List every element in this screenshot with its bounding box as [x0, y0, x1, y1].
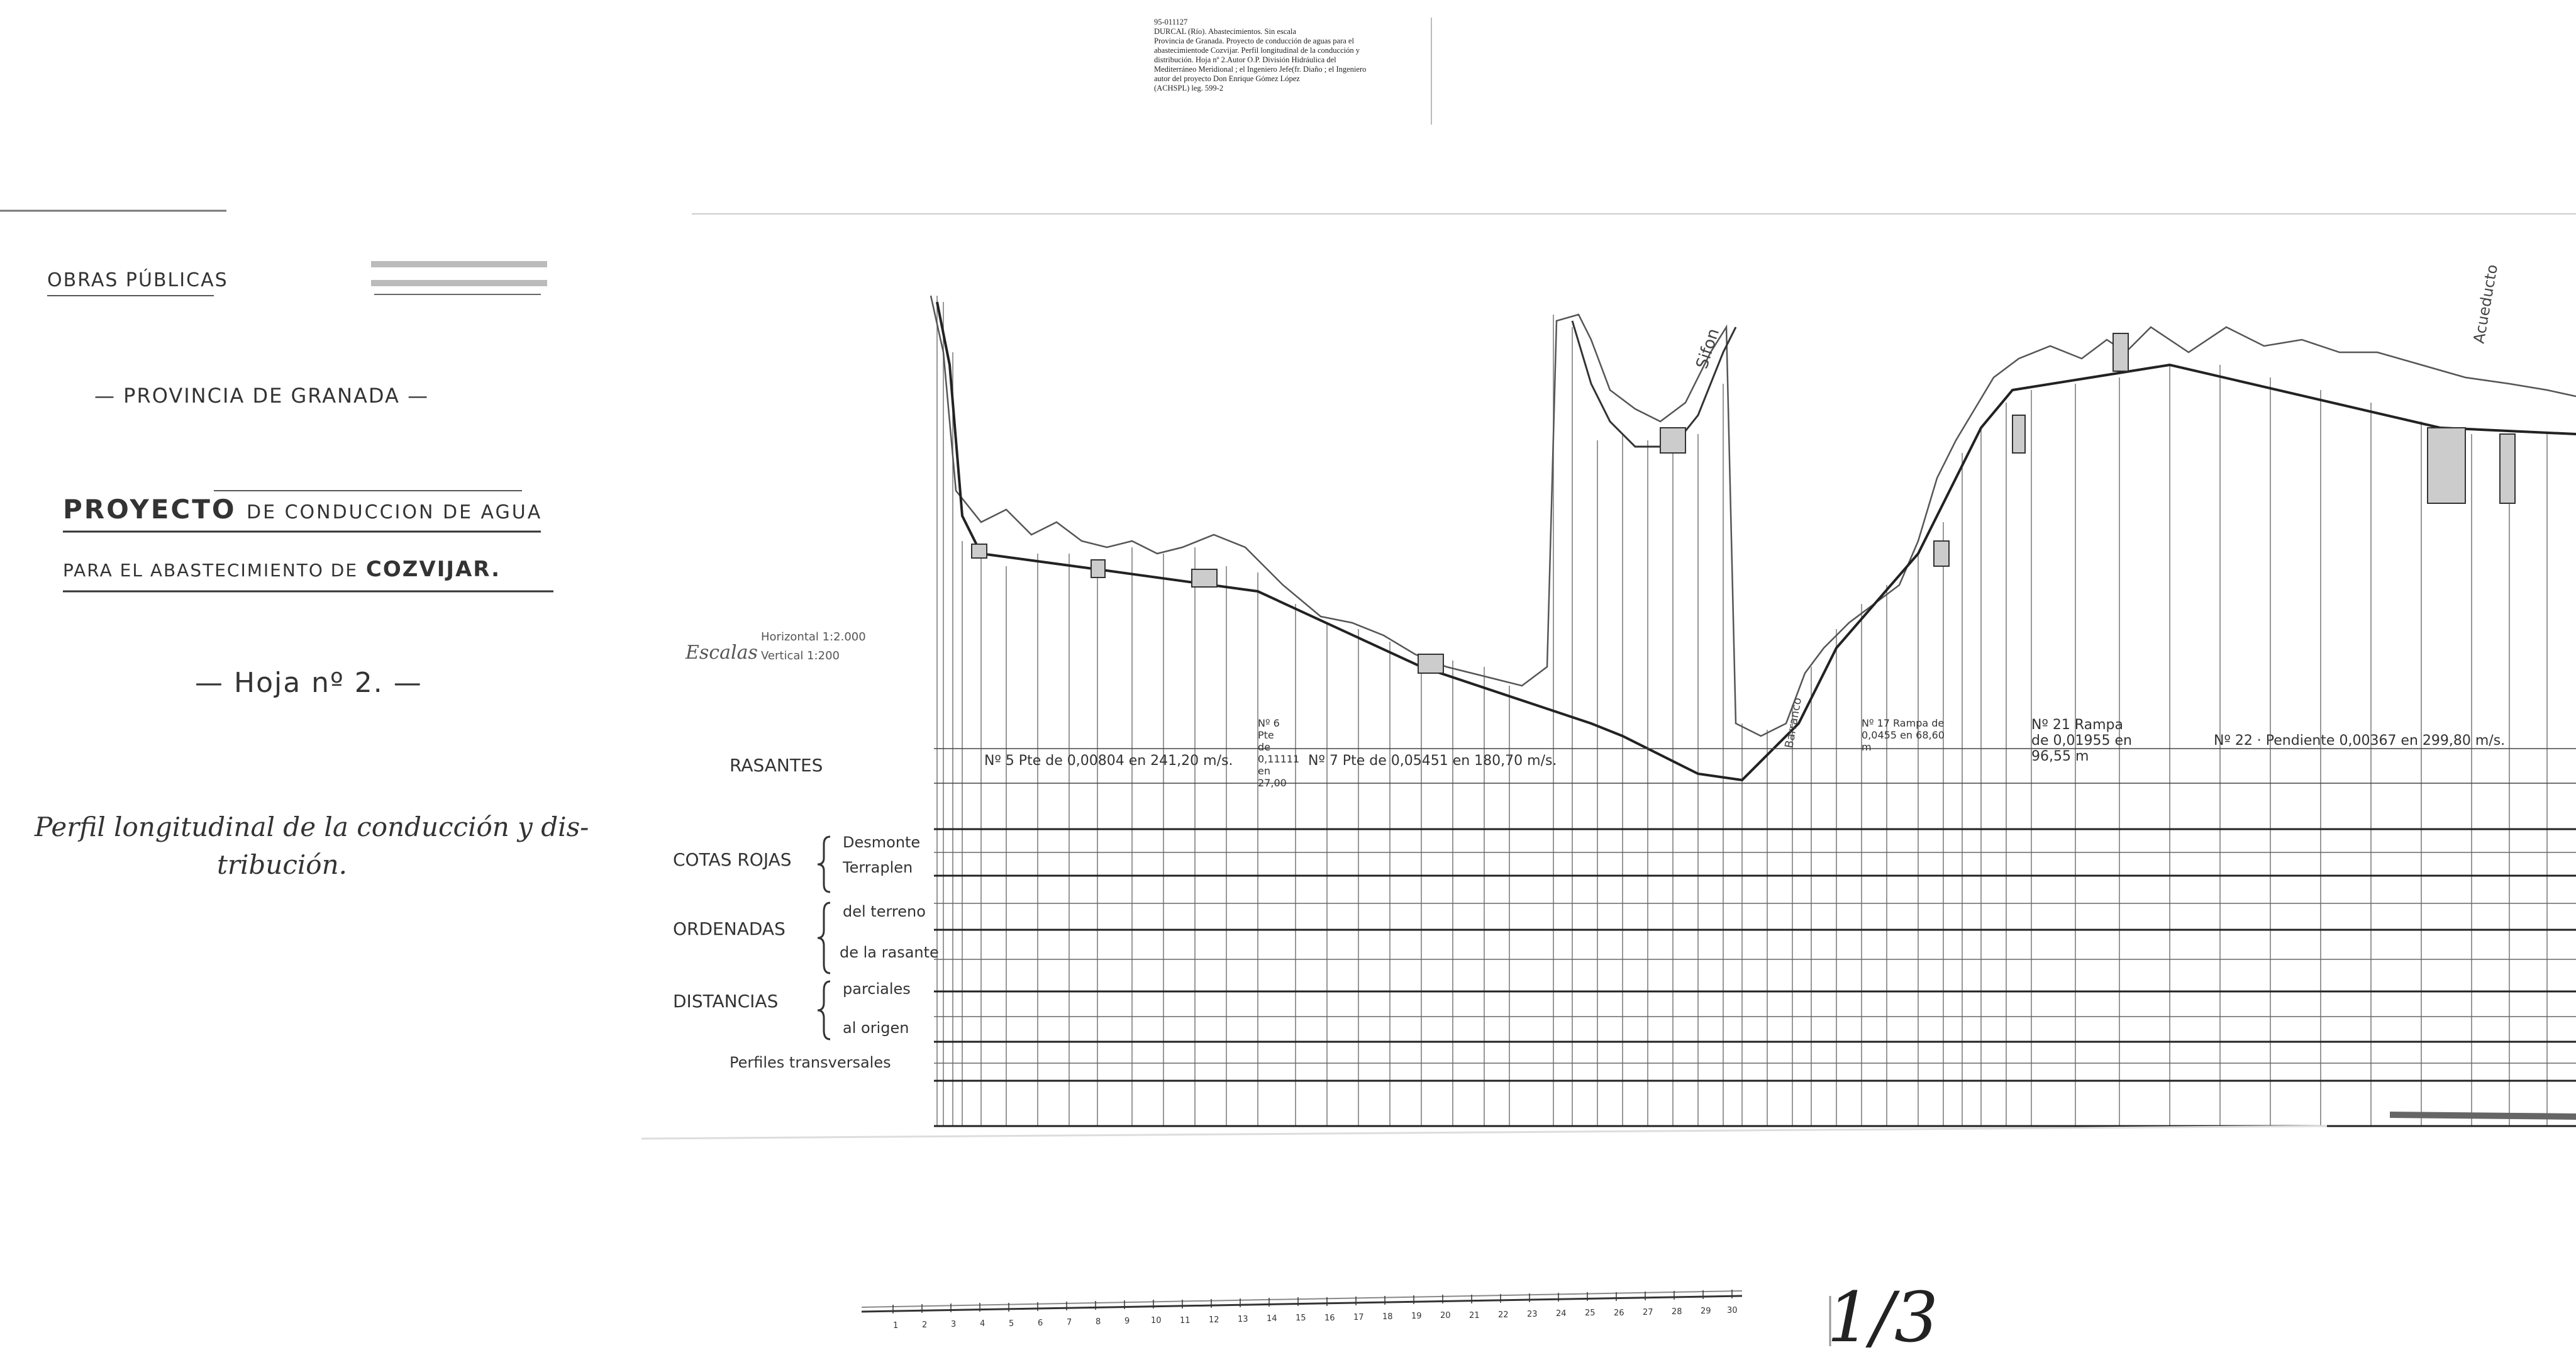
parciales-label: parciales — [843, 980, 911, 998]
scale-number: 7 — [1067, 1318, 1072, 1327]
archive-card-line: distribución. Hoja nº 2.Autor O.P. División Hidráulica del — [1154, 55, 1336, 64]
scale-number: 2 — [922, 1320, 928, 1330]
scale-number: 19 — [1411, 1312, 1422, 1321]
scale-number: 22 — [1498, 1310, 1509, 1320]
scale-number: 3 — [951, 1320, 957, 1329]
archive-card-line: abastecimientode Cozvijar. Perfil longitudinal de la conducción y — [1154, 46, 1360, 55]
scale-number: 1 — [893, 1321, 899, 1331]
distancias-label: DISTANCIAS — [673, 991, 779, 1012]
scale-number: 26 — [1614, 1308, 1624, 1318]
grade-segment-21: Nº 21 Rampa de 0,01955 en 96,55 m — [2031, 717, 2132, 764]
scale-number: 5 — [1009, 1319, 1014, 1329]
scale-number: 23 — [1527, 1310, 1538, 1319]
scale-number: 15 — [1296, 1314, 1306, 1323]
scale-number: 14 — [1267, 1314, 1277, 1324]
scale-number: 18 — [1382, 1312, 1393, 1322]
grade-segment-7: Nº 7 Pte de 0,05451 en 180,70 m/s. — [1308, 753, 1557, 769]
grade-segment-6: Nº 6 Pte de 0,11111 en 27,00 — [1258, 717, 1300, 789]
sheet-number: — Hoja nº 2. — — [195, 667, 423, 699]
archive-card-line: (ACHSPL) leg. 599-2 — [1154, 84, 1224, 92]
proyecto-rest: DE CONDUCCION DE AGUA — [246, 501, 543, 523]
scale-number: 13 — [1238, 1315, 1248, 1324]
escala-vertical: Vertical 1:200 — [761, 649, 840, 662]
archive-card-line: autor del proyecto Don Enrique Gómez López — [1154, 74, 1300, 83]
archive-card-line: Provincia de Granada. Proyecto de conducción de aguas para el — [1154, 36, 1354, 45]
scale-number: 16 — [1324, 1314, 1335, 1323]
scale-number: 30 — [1727, 1306, 1738, 1315]
scale-number: 12 — [1209, 1315, 1219, 1325]
acueducto-label: Acueducto — [2470, 263, 2502, 345]
proyecto-title — [63, 494, 542, 525]
de-la-rasante-label: de la rasante — [840, 944, 939, 961]
scale-number: 21 — [1469, 1311, 1480, 1320]
scale-number: 6 — [1038, 1319, 1043, 1328]
al-origen-label: al origen — [843, 1019, 909, 1037]
archive-card-line: DURCAL (Río). Abastecimientos. Sin escala — [1154, 27, 1296, 36]
town-name: COZVIJAR. — [365, 557, 501, 582]
rasantes-label: RASANTES — [730, 755, 823, 776]
grade-segment-17: Nº 17 Rampa de 0,0455 en 68,60 m — [1862, 717, 1945, 753]
scale-number: 10 — [1151, 1316, 1162, 1325]
escala-horizontal: Horizontal 1:2.000 — [761, 630, 866, 644]
scale-number: 28 — [1672, 1307, 1682, 1317]
para-line — [63, 557, 501, 582]
scale-number: 25 — [1585, 1308, 1596, 1318]
drawing-description-cont: tribución. — [217, 849, 347, 880]
provincia-heading: — PROVINCIA DE GRANADA — — [94, 384, 430, 408]
barranco-label: Barranco — [1782, 696, 1805, 749]
obras-publicas-heading: OBRAS PÚBLICAS — [47, 269, 228, 291]
scale-number: 20 — [1440, 1311, 1451, 1320]
desmonte-label: Desmonte — [843, 834, 921, 851]
scale-number: 8 — [1096, 1317, 1101, 1327]
perfiles-label: Perfiles transversales — [730, 1054, 891, 1071]
terraplen-label: Terraplen — [843, 859, 913, 876]
scale-bar-numbers — [887, 1306, 1748, 1331]
scale-number: 29 — [1701, 1307, 1711, 1316]
grade-segment-22: Nº 22 · Pendiente 0,00367 en 299,80 m/s. — [2214, 733, 2506, 749]
proyecto-word: PROYECTO — [63, 494, 236, 525]
scale-number: 17 — [1353, 1313, 1364, 1322]
sifon-label: Sifon — [1692, 326, 1724, 371]
archive-card-line: Mediterráneo Meridional ; el Ingeniero Jefe(fr. Diaño ; el Ingeniero — [1154, 65, 1367, 74]
scale-number: 9 — [1124, 1317, 1130, 1326]
scale-number: 27 — [1643, 1308, 1653, 1317]
scale-number: 24 — [1556, 1309, 1567, 1319]
escalas-label: Escalas — [686, 642, 758, 664]
ordenadas-label: ORDENADAS — [673, 918, 786, 939]
drawing-description: Perfil longitudinal de la conducción y dis- — [35, 812, 589, 842]
del-terreno-label: del terreno — [843, 903, 926, 920]
scale-number: 11 — [1180, 1316, 1191, 1325]
page-mark: 1/3 — [1827, 1277, 1939, 1358]
cotas-rojas-label: COTAS ROJAS — [673, 849, 792, 870]
para-rest: PARA EL ABASTECIMIENTO DE — [63, 560, 358, 581]
grade-segment-5: Nº 5 Pte de 0,00804 en 241,20 m/s. — [984, 753, 1233, 769]
scale-number: 4 — [980, 1319, 985, 1329]
archive-card-line: 95-011127 — [1154, 18, 1188, 26]
